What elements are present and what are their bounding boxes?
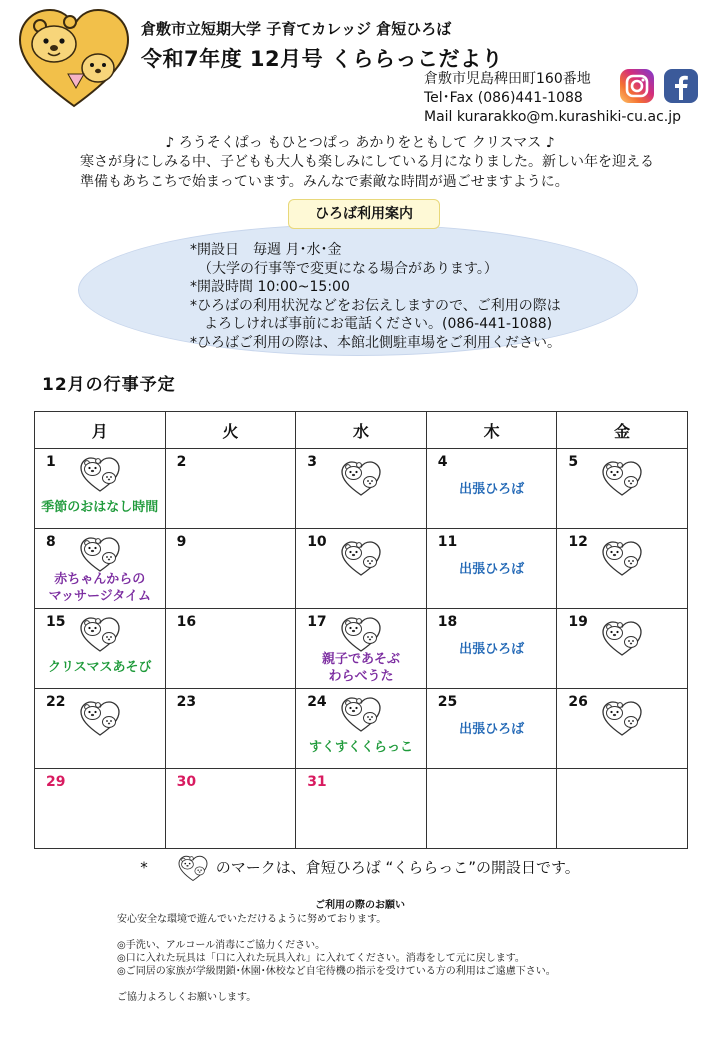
- rules-line: 安心安全な環境で遊んでいただけるように努めております。: [117, 914, 387, 925]
- event-label: 出張ひろば: [459, 642, 525, 657]
- rules-line: ご協力よろしくお願いします。: [117, 992, 257, 1003]
- mark-note-text: のマークは、倉短ひろば “くららっこ”の開設日です。: [215, 858, 580, 877]
- calendar-day-cell: [35, 449, 166, 529]
- calendar-day-cell: [557, 689, 688, 769]
- day-number: 29: [46, 774, 66, 790]
- day-number: 30: [176, 774, 197, 790]
- day-number: 4: [437, 454, 448, 470]
- calendar-day-cell: [296, 609, 427, 689]
- event-label: 赤ちゃんからの マッサージタイム: [48, 572, 152, 604]
- day-number: 8: [46, 534, 56, 550]
- guide-line: *開設日 毎週 月･水･金: [190, 242, 342, 258]
- intro-line: 準備もあちこちで始まっています。みんなで素敵な時間が過ごせますように。: [80, 174, 569, 190]
- day-number: 2: [176, 454, 187, 470]
- address-text: 倉敷市児島稗田町160番地: [424, 71, 591, 87]
- day-number: 25: [437, 694, 458, 710]
- day-number: 12: [568, 534, 588, 550]
- day-header: 金: [557, 412, 688, 449]
- otter-mark-icon: [600, 459, 644, 497]
- event-label: 出張ひろば: [459, 482, 525, 497]
- calendar-week-row: [35, 689, 688, 769]
- rules-line: [117, 978, 556, 991]
- instagram-icon[interactable]: [620, 69, 654, 103]
- guide-line: *ひろばの利用状況などをお伝えしますので、ご利用の際は: [190, 297, 561, 314]
- day-number: 15: [46, 614, 66, 630]
- otter-mark-icon: [600, 619, 644, 657]
- calendar-day-cell: [426, 769, 557, 849]
- calendar-table: [34, 411, 688, 849]
- calendar-day-cell: [296, 689, 427, 769]
- intro-line: 寒さが身にしみる中、子どもも大人も楽しみにしている月になりました。新しい年を迎える: [80, 154, 654, 170]
- guide-title: ひろば利用案内: [288, 199, 440, 229]
- day-header: 月: [35, 412, 166, 449]
- event-label: 親子であそぶ わらべうた: [321, 652, 400, 684]
- calendar-body: [35, 449, 688, 849]
- otter-mark-icon: [78, 535, 122, 573]
- mail-text[interactable]: Mail kurarakko@m.kurashiki-cu.ac.jp: [424, 109, 681, 125]
- day-number: 9: [176, 534, 187, 550]
- calendar-day-cell: [35, 689, 166, 769]
- calendar-day-cell: [296, 769, 427, 849]
- day-header: 木: [426, 412, 557, 449]
- calendar-day-cell: [426, 529, 557, 609]
- day-number: 17: [307, 614, 327, 630]
- day-number: 5: [568, 454, 579, 470]
- college-name: 倉敷市立短期大学 子育てカレッジ 倉短ひろば: [141, 20, 452, 38]
- calendar-day-cell: [165, 609, 296, 689]
- rules-line: [117, 926, 556, 939]
- event-label: すくすくくらっこ: [308, 740, 413, 755]
- calendar-day-cell: [35, 609, 166, 689]
- guide-line: （大学の行事等で変更になる場合があります。）: [198, 260, 498, 277]
- rules-line: ◎手洗い、アルコール消毒にご協力ください。: [117, 940, 326, 951]
- otter-mark-icon: [339, 459, 383, 497]
- calendar-day-cell: [296, 529, 427, 609]
- calendar-day-cell: [557, 529, 688, 609]
- event-label: クリスマスあそび: [48, 660, 152, 675]
- day-number: 26: [568, 694, 588, 710]
- day-number: 22: [46, 694, 66, 710]
- event-label: 出張ひろば: [459, 722, 525, 737]
- otter-mark-icon: [339, 615, 383, 653]
- calendar-week-row: [35, 769, 688, 849]
- day-header: 水: [296, 412, 427, 449]
- calendar-day-cell: [426, 689, 557, 769]
- calendar-header-row: [35, 412, 688, 449]
- calendar-week-row: [35, 609, 688, 689]
- calendar-day-cell: [557, 449, 688, 529]
- rules-line: ◎口に入れた玩具は「口に入れた玩具入れ」に入れてください。消毒をして元に戻します。: [117, 953, 525, 964]
- calendar-day-cell: [426, 449, 557, 529]
- event-label: 季節のおはなし時間: [41, 500, 159, 515]
- mark-note: [0, 854, 720, 882]
- calendar-day-cell: [165, 769, 296, 849]
- calendar-day-cell: [557, 769, 688, 849]
- calendar-day-cell: [35, 529, 166, 609]
- guide-line: よろしければ事前にお電話ください。(086-441-1088): [190, 316, 553, 332]
- otter-mark-icon: [339, 539, 383, 577]
- rules-title: ご利用の際のお願い: [315, 900, 405, 911]
- guide-line: *開設時間 10:00~15:00: [190, 279, 350, 295]
- day-number: 10: [307, 534, 327, 550]
- day-number: 3: [307, 454, 317, 470]
- day-number: 24: [307, 694, 327, 710]
- otter-mark-icon: [78, 699, 122, 737]
- calendar-day-cell: [296, 449, 427, 529]
- event-label: 出張ひろば: [459, 562, 525, 577]
- day-number: 23: [176, 694, 197, 710]
- otter-mark-icon: [78, 615, 122, 653]
- day-number: 11: [437, 534, 458, 550]
- calendar-week-row: [35, 449, 688, 529]
- calendar-day-cell: [165, 529, 296, 609]
- day-number: 1: [46, 454, 56, 470]
- day-number: 18: [437, 614, 458, 630]
- rules-text: [117, 913, 556, 1004]
- otter-logo-icon: [18, 8, 130, 108]
- calendar-day-cell: [165, 689, 296, 769]
- otter-mark-icon: [176, 854, 210, 882]
- otter-mark-icon: [600, 539, 644, 577]
- mark-note-asterisk: *: [140, 858, 148, 877]
- guide-text: [190, 241, 561, 352]
- otter-mark-icon: [339, 695, 383, 733]
- schedule-title: 12月の行事予定: [42, 375, 176, 395]
- guide-line: *ひろばご利用の際は、本館北側駐車場をご利用ください。: [190, 334, 561, 351]
- calendar-day-cell: [426, 609, 557, 689]
- otter-mark-icon: [600, 699, 644, 737]
- day-header: 火: [165, 412, 296, 449]
- rules-line: ◎ご同居の家族が学級閉鎖･休園･休校など自宅待機の指示を受けている方の利用はご遠慮下さい。: [117, 966, 556, 977]
- tel-text: Tel･Fax (086)441-1088: [424, 90, 583, 106]
- calendar-day-cell: [165, 449, 296, 529]
- facebook-icon[interactable]: [664, 69, 698, 103]
- day-number: 31: [307, 774, 327, 790]
- calendar-day-cell: [35, 769, 166, 849]
- otter-mark-icon: [78, 455, 122, 493]
- theme-line: ♪ ろうそくぱっ もひとつぱっ あかりをともして クリスマス ♪: [165, 135, 555, 151]
- intro-text: [80, 152, 654, 192]
- day-number: 16: [176, 614, 197, 630]
- calendar-week-row: [35, 529, 688, 609]
- newsletter-title: 令和7年度 12月号 くららっこだより: [141, 47, 503, 71]
- calendar-day-cell: [557, 609, 688, 689]
- day-number: 19: [568, 614, 588, 630]
